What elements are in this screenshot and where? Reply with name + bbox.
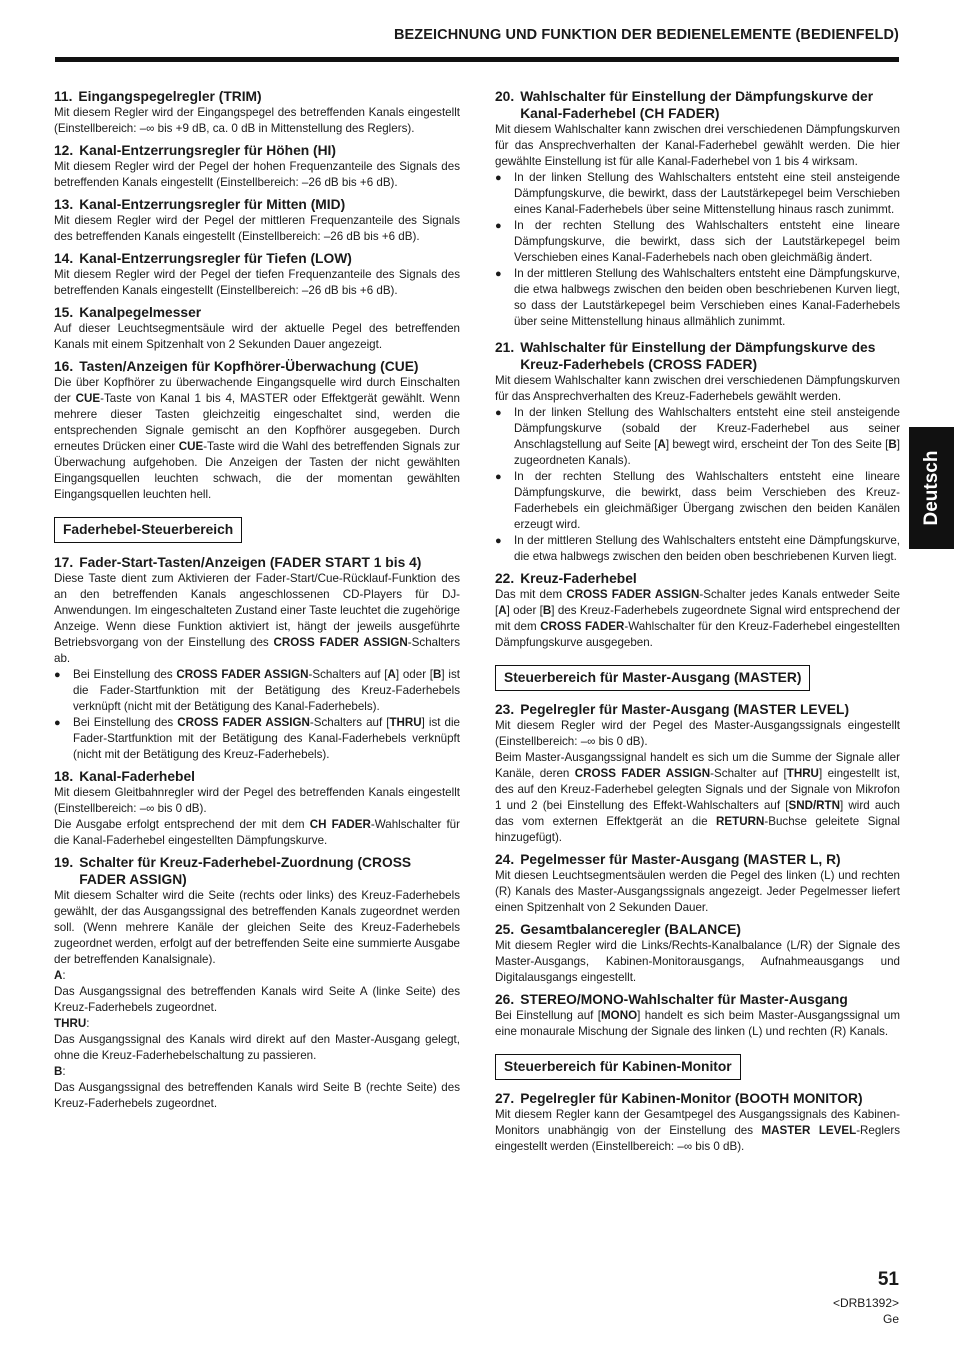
section-12-body: Mit diesem Regler wird der Pegel der hohen Frequenzanteile des Signals des betreffenden Kanals eingestellt (Einstellbereich: –26 dB bis +6 dB). (54, 160, 460, 189)
list-item: ● In der linken Stellung des Wahlschalters entsteht eine steil ansteigende Dämpfungskurve (sobald der Kreuz-Faderhebel aus seiner Anschlagstellung auf Seite [A] bewegt wird, erscheint der Ton des Seite [B] zugeordneten Kanals). (495, 405, 900, 469)
header-rule (55, 57, 899, 62)
section-26-heading: 26. STEREO/MONO-Wahlschalter für Master-Ausgang (495, 992, 848, 1007)
section-25-heading: 25. Gesamtbalanceregler (BALANCE) (495, 922, 741, 937)
section-20-list (495, 170, 900, 330)
page-header-title: BEZEICHNUNG UND FUNKTION DER BEDIENELEMENTE (BEDIENFELD) (393, 27, 899, 43)
section-23-body-2: Beim Master-Ausgangssignal handelt es sich um die Summe der Signale aller Kanäle, deren CROSS FADER ASSIGN-Schalter auf [THRU] eingestellt ist, des auf den Kreuz-Faderhebel gelegten Signals und der Signale von Mikrofon 1 und 2 (bei Einstellung des Effekt-Wahlschalters auf [SND/RTN] wird auch das vom externen Effektgerät an die RETURN-Buchse geleitete Signal hinzugefügt). (495, 751, 901, 844)
section-17-heading: 17. Fader-Start-Tasten/Anzeigen (FADER START 1 bis 4) (54, 555, 422, 570)
section-15-heading: 15. Kanalpegelmesser (54, 305, 202, 320)
section-19-heading: 19. Schalter für Kreuz-Faderhebel-Zuordnung (CROSS FADER ASSIGN) (54, 855, 412, 887)
list-item: ● Bei Einstellung des CROSS FADER ASSIGN-Schalters auf [THRU] ist die Fader-Startfunktion mit der Betätigung des Kanal-Faderhebels verknüpft (nicht mit der Betätigung des Kreuz-Faderhebels). (54, 715, 460, 763)
section-24-heading: 24. Pegelmesser für Master-Ausgang (MASTER L, R) (495, 852, 841, 867)
left-column (54, 88, 460, 1112)
section-22-body: Das mit dem CROSS FADER ASSIGN-Schalter jedes Kanals entweder Seite [A] oder [B] des Kreuz-Faderhebels zugeordnete Signal wird entsprechend der mit dem CROSS FADER-Wahlschalter für den Kreuz-Faderhebel eingestellten Dämpfungskurve ausgegeben. (495, 588, 901, 649)
section-21-body: Mit diesem Wahlschalter kann zwischen drei verschiedenen Dämpfungskurven für das Ansprechverhalten des Kreuz-Faderhebels gewählt werden. (495, 374, 900, 403)
list-item: ● In der mittleren Stellung des Wahlschalters entsteht eine Dämpfungskurve, die etwa halbwegs zwischen den beiden oben beschriebenen Kurven liegt. (495, 533, 900, 565)
section-19-b-label: B: (54, 1065, 66, 1078)
section-box-fader-control: Faderhebel-Steuerbereich (54, 517, 242, 543)
section-17-body: Diese Taste dient zum Aktivieren der Fader-Start/Cue-Rücklauf-Funktion des an den betreffenden Kanals angeschlossenen CD-Players für DJ-Anwendungen. Im eingeschalteten Zustand einer Taste leuchtet die zugehörige Anzeige. Wenn diese Funktion aktiviert ist, hängt der jeweils ausgeführte Betriebsvorgang von der Einstellung des CROSS FADER ASSIGN-Schalters ab. (54, 572, 460, 665)
section-19-thru-text: Das Ausgangssignal des Kanals wird direkt auf den Master-Ausgang gelegt, ohne die Kreuz-Faderhebelschaltung zu passieren. (54, 1033, 460, 1062)
section-25-body: Mit diesem Regler wird die Links/Rechts-Kanalbalance (L/R) der Signale des Master-Ausgangs, Kabinen-Monitorausgangs, Aufnahmeausgangs und Digitalausgangs eingestellt. (495, 939, 900, 984)
language-side-tab (909, 427, 954, 549)
list-item: ● In der rechten Stellung des Wahlschalters entsteht eine lineare Dämpfungskurve, die bewirkt, dass beim Verschieben des Kreuz-Faderhebels ein gleichmäßiger Übergang zwischen den beiden Kanälen erzeugt wird. (495, 469, 900, 533)
section-13-heading: 13. Kanal-Entzerrungsregler für Mitten (MID) (54, 197, 346, 212)
section-16-heading: 16. Tasten/Anzeigen für Kopfhörer-Überwachung (CUE) (54, 359, 419, 374)
section-box-master-control: Steuerbereich für Master-Ausgang (MASTER) (495, 665, 810, 691)
section-22-heading: 22. Kreuz-Faderhebel (495, 571, 637, 586)
section-19-a-label: A: (54, 969, 66, 982)
section-15-body: Auf dieser Leuchtsegmentsäule wird der aktuelle Pegel des betreffenden Kanals mit einem Spitzenhalt von 2 Sekunden Dauer angezeigt. (54, 322, 460, 351)
list-item: ● In der rechten Stellung des Wahlschalters entsteht eine lineare Dämpfungskurve, die bewirkt, dass sich der Lautstärkepegel beim Verschieben eines Kanal-Faderhebels nach oben gleichmäßig ändert. (495, 218, 900, 266)
list-item: ● In der mittleren Stellung des Wahlschalters entsteht eine Dämpfungskurve, die etwa halbwegs zwischen den beiden oben beschriebenen Kurven liegt, so dass der Lautstärkepegel beim Verschieben eines Kanal-Faderhebels über seine Mittenstellung hinaus allmählich zunimmt. (495, 266, 900, 330)
section-18-heading: 18. Kanal-Faderhebel (54, 769, 195, 784)
doc-code-lang: Ge (882, 1312, 899, 1326)
section-27-body: Mit diesem Regler kann der Gesamtpegel des Ausgangssignals des Kabinen-Monitors unabhängig von der Einstellung des MASTER LEVEL-Reglers eingestellt werden (Einstellbereich: –∞ bis 0 dB). (495, 1108, 900, 1153)
section-14-body: Mit diesem Regler wird der Pegel der tiefen Frequenzanteile des Signals des betreffenden Kanals eingestellt (Einstellbereich: –26 dB bis +6 dB). (54, 268, 460, 297)
section-14-heading: 14. Kanal-Entzerrungsregler für Tiefen (LOW) (54, 251, 352, 266)
right-column (495, 88, 900, 1155)
section-box-booth-monitor: Steuerbereich für Kabinen-Monitor (495, 1054, 741, 1080)
section-20-body: Mit diesem Wahlschalter kann zwischen drei verschiedenen Dämpfungskurven für das Ansprechverhalten der Kanal-Faderhebel gewählt werden. Die hier gewählte Einstellung ist für alle Kanal-Faderhebel von 1 bis 4 wirksam. (495, 123, 900, 168)
section-19-body: Mit diesem Schalter wird die Seite (rechts oder links) des Kreuz-Faderhebels gewählt, der das Ausgangssignal des betreffenden Kanals zugeordnet werden soll. (Wenn mehrere Kanäle der gleichen Seite des Kreuz-Faderhebels zugeordnet werden, erfolgt auf der betreffenden Seite eine summierte Ausgabe der betreffenden Kanalsignale). (54, 889, 460, 966)
section-19-thru-label: THRU: (54, 1017, 90, 1030)
section-27-heading: 27. Pegelregler für Kabinen-Monitor (BOOTH MONITOR) (495, 1091, 863, 1106)
section-12-heading: 12. Kanal-Entzerrungsregler für Höhen (HI) (54, 143, 336, 158)
section-18-body-1: Mit diesem Gleitbahnregler wird der Pegel des betreffenden Kanals eingestellt (Einstellbereich: –∞ bis 0 dB). (54, 786, 460, 815)
list-item: ● In der linken Stellung des Wahlschalters entsteht eine steil ansteigende Dämpfungskurve, die bewirkt, dass der Lautstärkepegel beim Verschieben eines Kanal-Faderhebels über seine Mittenstellung hinaus rasch zunimmt. (495, 170, 900, 218)
section-16-body: Die über Kopfhörer zu überwachende Eingangsquelle wird durch Einschalten der CUE-Taste von Kanal 1 bis 4, MASTER oder Effektgerät gewählt. Wenn mehrere dieser Tasten gleichzeitig eingeschaltet sind, werden die entsprechenden Signale gemischt an den Kopfhörer ausgegeben. Durch erneutes Drücken einer CUE-Taste wird die Wahl des betreffenden Signals zur Überwachung aufgehoben. Die Anzeigen der Tasten der nicht gewählten Eingangsquellen leuchten schwach, die der momentan gewählten Eingangsquellen leuchten hell. (54, 376, 460, 501)
doc-code-id: <DRB1392> (832, 1296, 899, 1310)
section-23-body-1: Mit diesem Regler wird der Pegel des Master-Ausgangssignals eingestellt (Einstellbereich: –∞ bis 0 dB). (495, 719, 900, 748)
section-20-heading: 20. Wahlschalter für Einstellung der Dämpfungskurve der Kanal-Faderhebel (CH FADER) (495, 89, 874, 121)
section-24-body: Mit diesen Leuchtsegmentsäulen werden die Pegel des linken (L) und rechten (R) Kanals des Master-Ausgangssignals angezeigt. Jeder Pegelmesser liefert einen Spitzenhalt von 2 Sekunden Dauer. (495, 869, 900, 914)
section-23-heading: 23. Pegelregler für Master-Ausgang (MASTER LEVEL) (495, 702, 850, 717)
section-18-body-2: Die Ausgabe erfolgt entsprechend der mit dem CH FADER-Wahlschalter für die Kanal-Faderhebel eingestellten Dämpfungskurve. (54, 818, 460, 847)
list-item: ● Bei Einstellung des CROSS FADER ASSIGN-Schalters auf [A] oder [B] ist die Fader-Startfunktion mit der Betätigung des Kreuz-Faderhebels verknüpft (nicht mit der Betätigung des Kanal-Faderhebels). (54, 667, 460, 715)
section-17-list (54, 667, 460, 763)
section-13-body: Mit diesem Regler wird der Pegel der mittleren Frequenzanteile des Signals des betreffenden Kanals eingestellt (Einstellbereich: –26 dB bis +6 dB). (54, 214, 460, 243)
language-tab-label: Deutsch (920, 450, 942, 526)
page-number: 51 (877, 1269, 899, 1290)
section-11-body: Mit diesem Regler wird der Eingangspegel des betreffenden Kanals eingestellt (Einstellbereich: –∞ bis +9 dB, ca. 0 dB in Mittenstellung des Reglers). (54, 106, 460, 135)
section-11-heading: 11. Eingangspegelregler (TRIM) (54, 89, 262, 104)
section-26-body: Bei Einstellung auf [MONO] handelt es sich beim Master-Ausgangssignal um eine monaurale Mischung der Signale des linken (L) und rechten (R) Kanals. (495, 1009, 900, 1038)
section-21-list (495, 405, 900, 565)
section-21-heading: 21. Wahlschalter für Einstellung der Dämpfungskurve des Kreuz-Faderhebels (CROSS FADER) (495, 340, 876, 372)
section-19-b-text: Das Ausgangssignal des betreffenden Kanals wird Seite B (rechte Seite) des Kreuz-Faderhebels zugeordnet. (54, 1081, 460, 1110)
section-19-a-text: Das Ausgangssignal des betreffenden Kanals wird Seite A (linke Seite) des Kreuz-Faderhebels zugeordnet. (54, 985, 460, 1014)
doc-code (833, 1295, 899, 1327)
